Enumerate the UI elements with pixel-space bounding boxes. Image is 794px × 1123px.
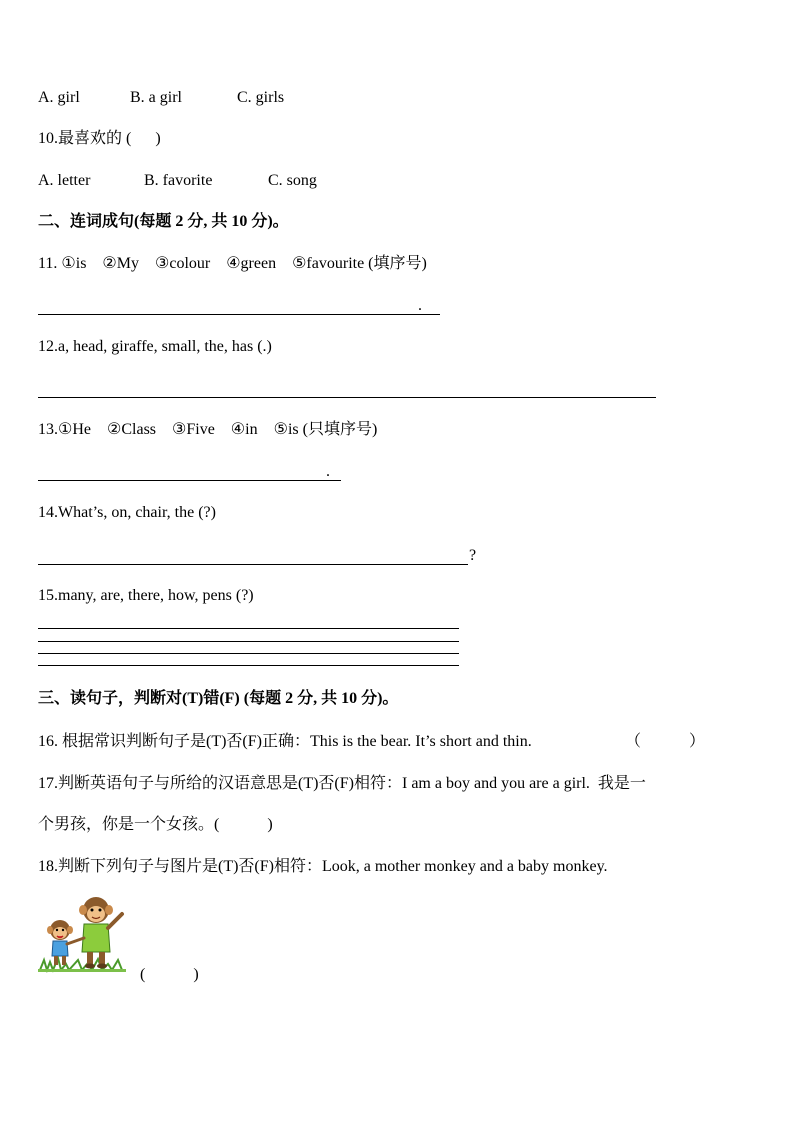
section-2-heading: 二、连词成句(每题 2 分, 共 10 分)。 (38, 213, 289, 230)
q9-option-c: C. girls (237, 89, 285, 106)
q13-answer-line (38, 480, 341, 481)
q12-stem: 12.a, head, giraffe, small, the, has (.) (38, 338, 272, 355)
q15-answer-line-1 (38, 628, 459, 629)
q16-answer-blank: （ ） (625, 733, 706, 750)
q15-answer-line-2 (38, 641, 459, 642)
q18-stem: 18.判断下列句子与图片是(T)否(F)相符：Look, a mother monkey and a baby monkey. (38, 858, 608, 875)
q15-answer-line-3 (38, 653, 459, 654)
q11-stem: 11. ①is ②My ③colour ④green ⑤favourite (填序号) (38, 255, 427, 272)
q17-stem-line-1: 17.判断英语句子与所给的汉语意思是(T)否(F)相符：I am a boy and you are a girl. 我是一 (38, 775, 646, 792)
q9-option-b: B. a girl (130, 89, 182, 106)
q16-stem: 16. 根据常识判断句子是(T)否(F)正确：This is the bear. It’s short and thin. (38, 733, 532, 750)
q10-option-a: A. letter (38, 172, 91, 189)
monkey-mother-and-baby-image (38, 890, 134, 978)
q17-stem-line-2: 个男孩，你是一个女孩。( ) (38, 816, 273, 833)
q9-option-a: A. girl (38, 89, 80, 106)
q13-stem: 13.①He ②Class ③Five ④in ⑤is (只填序号) (38, 421, 378, 438)
q14-answer-line (38, 564, 468, 565)
q15-stem: 15.many, are, there, how, pens (?) (38, 587, 254, 604)
q18-answer-blank: ( ) (140, 966, 199, 983)
q11-end-mark: . (418, 297, 422, 314)
q11-answer-line (38, 314, 440, 315)
q10-option-b: B. favorite (144, 172, 213, 189)
q14-stem: 14.What’s, on, chair, the (?) (38, 504, 216, 521)
q10-option-c: C. song (268, 172, 317, 189)
q14-end-mark: ? (469, 547, 477, 564)
q12-answer-line (38, 397, 656, 398)
section-3-heading: 三、读句子，判断对(T)错(F) (每题 2 分, 共 10 分)。 (38, 690, 399, 707)
q13-end-mark: . (326, 463, 330, 480)
q15-answer-line-4 (38, 665, 459, 666)
q10-stem: 10.最喜欢的 ( ) (38, 130, 161, 147)
